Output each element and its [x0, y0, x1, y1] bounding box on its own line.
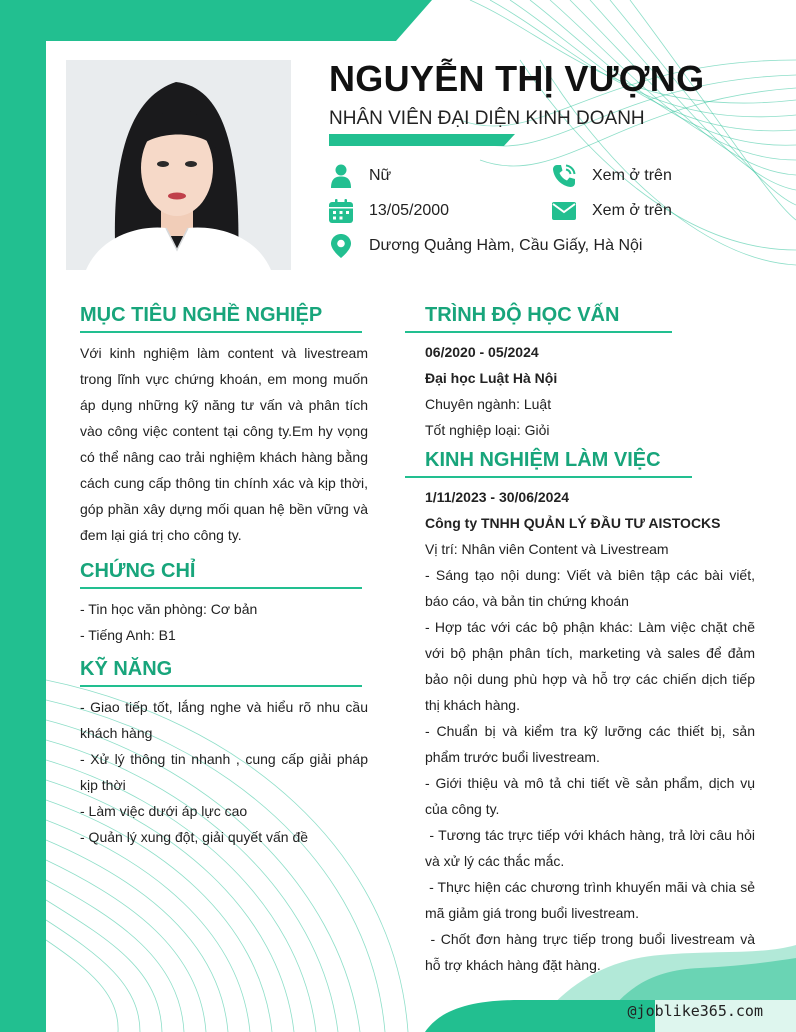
user-icon — [329, 164, 353, 188]
email-row — [552, 199, 672, 223]
title-underline-bar — [329, 134, 515, 146]
experience-underline — [405, 476, 692, 478]
certificates-heading: CHỨNG CHỈ — [80, 560, 196, 582]
envelope-icon — [552, 199, 576, 223]
skills-underline — [80, 685, 362, 687]
objective-section — [80, 304, 368, 548]
certificate-item: - Tiếng Anh: B1 — [80, 627, 176, 643]
gender-value: Nữ — [369, 167, 392, 184]
education-grade: Tốt nghiệp loại: Giỏi — [425, 422, 550, 438]
objective-text: Với kinh nghiệm làm content và livestream trong lĩnh vực chứng khoán, em mong muốn áp dụng những kỹ năng tư vấn và phân tích vào công việc content tại công ty.Em hy vọng có thể nâng cao trải nghiệm khách hàng bằng cách cung cấp thông tin chính xác và kịp thời, góp phần xây dựng mối quan hệ bền vững và đem lại giá trị cho công ty. — [80, 345, 368, 543]
skill-item: - Làm việc dưới áp lực cao — [80, 803, 248, 819]
phone-row — [552, 164, 672, 188]
experience-duty: - Giới thiệu và mô tả chi tiết về sản phẩm, dịch vụ của công ty. — [425, 775, 755, 817]
education-major: Chuyên ngành: Luật — [425, 396, 552, 412]
education-heading: TRÌNH ĐỘ HỌC VẤN — [425, 304, 620, 326]
candidate-name: NGUYỄN THỊ VƯỢNG — [329, 58, 705, 99]
experience-company: Công ty TNHH QUẢN LÝ ĐẦU TƯ AISTOCKS — [425, 515, 721, 531]
birthday-value: 13/05/2000 — [369, 202, 450, 219]
job-title: NHÂN VIÊN ĐẠI DIỆN KINH DOANH — [329, 108, 645, 129]
experience-position: Vị trí: Nhân viên Content và Livestream — [425, 541, 669, 557]
education-section — [425, 304, 755, 443]
experience-duty: - Chốt đơn hàng trực tiếp trong buổi livestream và hỗ trợ khách hàng đặt hàng. — [425, 931, 759, 973]
certificates-section — [80, 560, 368, 648]
address-row — [329, 234, 642, 258]
location-pin-icon — [329, 234, 353, 258]
objective-heading: MỤC TIÊU NGHỀ NGHIỆP — [80, 304, 323, 326]
education-period: 06/2020 - 05/2024 — [425, 344, 539, 360]
skills-section — [80, 658, 368, 850]
education-underline — [405, 331, 672, 333]
calendar-icon — [329, 199, 353, 223]
experience-duty: - Sáng tạo nội dung: Viết và biên tập các bài viết, báo cáo, và bản tin chứng khoán — [425, 567, 755, 609]
phone-icon — [552, 164, 576, 188]
objective-underline — [80, 331, 362, 333]
experience-period: 1/11/2023 - 30/06/2024 — [425, 489, 570, 505]
skill-item: - Quản lý xung đột, giải quyết vấn đề — [80, 829, 309, 845]
address-value: Dương Quảng Hàm, Cầu Giấy, Hà Nội — [369, 237, 643, 254]
experience-duty: - Tương tác trực tiếp với khách hàng, trả lời câu hỏi và xử lý các thắc mắc. — [425, 827, 759, 869]
gender-row — [329, 164, 391, 188]
skill-item: - Giao tiếp tốt, lắng nghe và hiểu rõ nhu cầu khách hàng — [80, 699, 368, 741]
education-school: Đại học Luật Hà Nội — [425, 370, 558, 386]
phone-value: Xem ở trên — [592, 167, 672, 184]
experience-duty: - Hợp tác với các bộ phận khác: Làm việc chặt chẽ với bộ phận phân tích, marketing và sales để đảm bảo nội dung phù hợp và hỗ trợ các chiến dịch tiếp thị khách hàng. — [425, 619, 755, 713]
experience-heading: KINH NGHIỆM LÀM VIỆC — [425, 449, 661, 471]
experience-section — [425, 449, 759, 978]
profile-photo — [66, 60, 291, 270]
skills-heading: KỸ NĂNG — [80, 658, 173, 680]
skill-item: - Xử lý thông tin nhanh , cung cấp giải pháp kịp thời — [80, 751, 368, 793]
certificate-item: - Tin học văn phòng: Cơ bản — [80, 601, 258, 617]
experience-duty: - Thực hiện các chương trình khuyến mãi và chia sẻ mã giảm giá trong buổi livestream. — [425, 879, 759, 921]
email-value: Xem ở trên — [592, 202, 672, 219]
experience-duty: - Chuẩn bị và kiểm tra kỹ lưỡng các thiết bị, sản phẩm trước buổi livestream. — [425, 723, 755, 765]
certificates-underline — [80, 587, 362, 589]
watermark-text: @joblike365.com — [627, 1002, 763, 1020]
birthday-row — [329, 199, 449, 223]
